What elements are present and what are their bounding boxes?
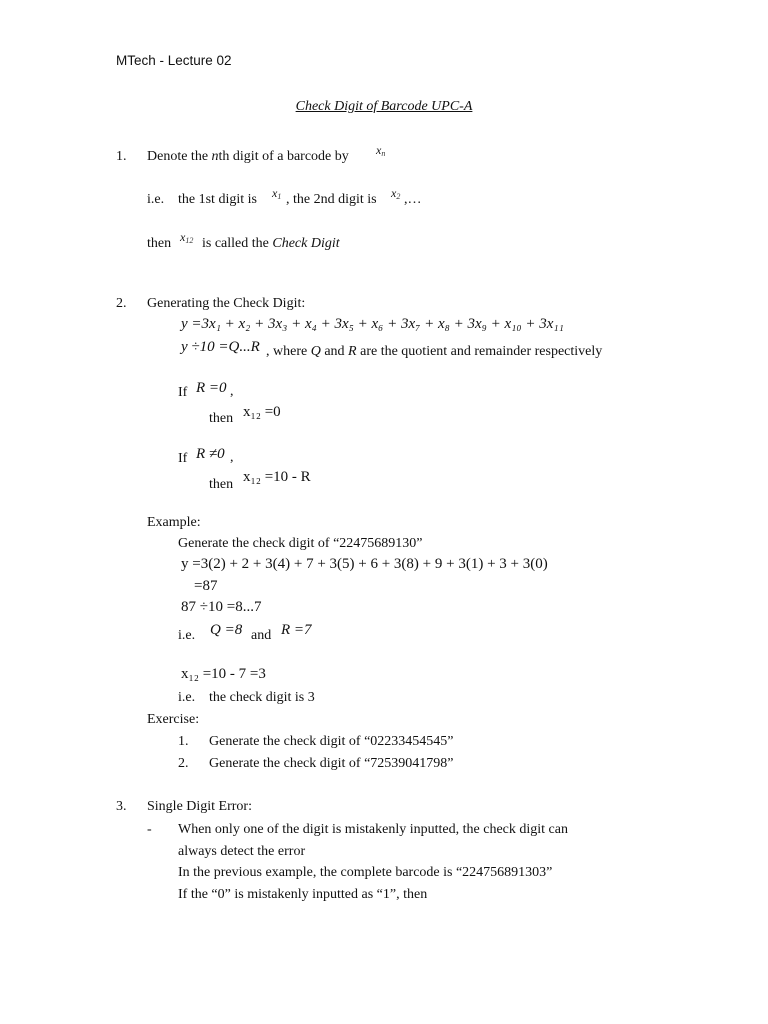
var-xn-sub: n	[381, 149, 386, 158]
section-3-line-3: In the previous example, the complete barcode is “224756891303”	[178, 865, 553, 880]
section-3-bullet: -	[147, 822, 152, 837]
formula-y: y =3x₁ + x₂ + 3x₃ + x₄ + 3x₅ + x₆ + 3x₇ + x₈ + 3x₉ + x₁₀ + 3x₁₁	[181, 316, 564, 332]
var-x2	[391, 186, 400, 201]
then-2-label: then	[209, 477, 234, 492]
section-3-line-1: When only one of the digit is mistakenly inputted, the check digit can	[178, 822, 568, 837]
note-q: Q	[310, 344, 321, 359]
example-task: Generate the check digit of “22475689130”	[178, 536, 423, 551]
var-x1	[272, 186, 281, 201]
if-1-condition: R =0	[196, 380, 227, 396]
example-conclusion: the check digit is 3	[209, 690, 315, 705]
if-2-condition: R ≠0	[196, 446, 225, 462]
section-3-heading: Single Digit Error:	[147, 799, 252, 814]
if-2-label: If	[178, 451, 188, 466]
var-xn	[376, 143, 385, 158]
then-1-label: then	[209, 411, 234, 426]
then-2-expression: x₁₂ =10 - R	[243, 469, 311, 485]
section-1-ie-label: i.e.	[147, 192, 165, 207]
var-x2-base: x	[391, 186, 397, 200]
var-x2-sub: 2	[396, 192, 401, 201]
section-1-then-post: is called the	[202, 236, 273, 251]
section-1-ie-pre: the 1st digit is	[178, 192, 257, 207]
exercise-2-text: Generate the check digit of “72539041798”	[209, 756, 454, 771]
example-division: 87 ÷10 =8...7	[181, 599, 262, 615]
section-1-number: 1.	[116, 149, 127, 164]
var-x12	[180, 230, 193, 245]
var-xn-base: x	[376, 143, 382, 157]
example-x12-calculation: x₁₂ =10 - 7 =3	[181, 666, 266, 682]
example-remainder: R =7	[281, 622, 312, 638]
section-2-heading: Generating the Check Digit:	[147, 296, 306, 311]
section-1-ie-post: ,…	[404, 192, 422, 207]
section-1-ie-mid: , the 2nd digit is	[286, 192, 377, 207]
var-x1-sub: 1	[277, 192, 282, 201]
note-post: are the quotient and remainder respectively	[356, 344, 603, 359]
if-2-comma: ,	[230, 450, 234, 465]
section-1-then-line	[202, 236, 340, 252]
example-result: =87	[194, 578, 218, 594]
exercise-2-number: 2.	[178, 756, 189, 771]
page-header: MTech - Lecture 02	[116, 53, 232, 68]
example-label: Example:	[147, 515, 201, 530]
exercise-1-number: 1.	[178, 734, 189, 749]
section-3-number: 3.	[116, 799, 127, 814]
formula-division-note	[266, 344, 602, 360]
var-x1-base: x	[272, 186, 278, 200]
example-y-expansion: y =3(2) + 2 + 3(4) + 7 + 3(5) + 6 + 3(8) + 9 + 3(1) + 3 + 3(0)	[181, 556, 548, 572]
example-and: and	[251, 628, 272, 643]
section-1-then-label: then	[147, 236, 172, 251]
note-r: R	[348, 344, 357, 359]
section-1-ie-line	[178, 192, 257, 208]
if-1-comma: ,	[230, 384, 234, 399]
example-conclusion-label: i.e.	[178, 690, 196, 705]
exercise-1-text: Generate the check digit of “02233454545”	[209, 734, 454, 749]
section-3-line-4: If the “0” is mistakenly inputted as “1”, then	[178, 887, 428, 902]
section-1-line-1-n: n	[211, 149, 219, 164]
section-3-line-2: always detect the error	[178, 844, 306, 859]
if-1-label: If	[178, 385, 188, 400]
section-2-number: 2.	[116, 296, 127, 311]
exercise-label: Exercise:	[147, 712, 200, 727]
then-1-expression: x₁₂ =0	[243, 404, 281, 420]
example-quotient: Q =8	[210, 622, 243, 638]
section-1-line-1	[147, 149, 349, 165]
formula-division: y ÷10 =Q...R	[181, 339, 260, 355]
section-1-line-1-pre: Denote the	[147, 149, 212, 164]
note-pre: , where	[266, 344, 311, 359]
example-ie-label: i.e.	[178, 628, 196, 643]
check-digit-term: Check Digit	[272, 236, 340, 251]
section-1-line-1-post: th digit of a barcode by	[218, 149, 349, 164]
note-and: and	[320, 344, 349, 359]
var-x12-base: x	[180, 230, 186, 244]
document-title: Check Digit of Barcode UPC-A	[295, 99, 473, 114]
var-x12-sub: 12	[185, 236, 194, 245]
